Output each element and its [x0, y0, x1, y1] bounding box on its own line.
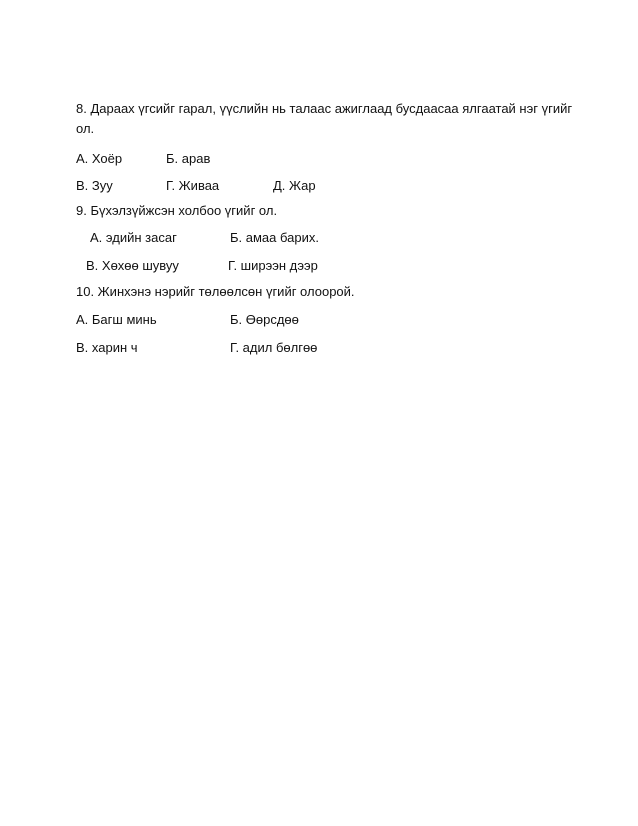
question-8-option-d: Г. Живаа: [166, 178, 220, 193]
question-9-prompt: 9. Бүхэлзүйжсэн холбоо үгийг ол.: [76, 203, 278, 218]
question-8-option-e: Д. Жар: [273, 178, 316, 193]
question-8-option-b: Б. арав: [166, 151, 211, 166]
question-9-option-b: Б. амаа барих.: [230, 230, 319, 245]
question-8-prompt-line-1: 8. Дараах үгсийг гарал, үүслийн нь талаас ажиглаад бусдаасаа ялгаатай нэг үгийг: [76, 101, 573, 116]
question-9-option-d: Г. ширээн дээр: [228, 258, 318, 273]
question-10-prompt: 10. Жинхэнэ нэрийг төлөөлсөн үгийг олоорой.: [76, 284, 355, 299]
question-10-option-b: Б. Өөрсдөө: [230, 312, 299, 327]
question-10-option-a: А. Багш минь: [76, 312, 157, 327]
question-9-option-a: А. эдийн засаг: [90, 230, 177, 245]
question-10-option-d: Г. адил бөлгөө: [230, 340, 318, 355]
question-10-option-c: В. харин ч: [76, 340, 138, 355]
question-9-option-c: В. Хөхөө шувуу: [86, 258, 179, 273]
question-8-option-c: В. Зуу: [76, 178, 113, 193]
question-8-option-a: А. Хоёр: [76, 151, 123, 166]
question-8-prompt-line-2: ол.: [76, 121, 95, 136]
